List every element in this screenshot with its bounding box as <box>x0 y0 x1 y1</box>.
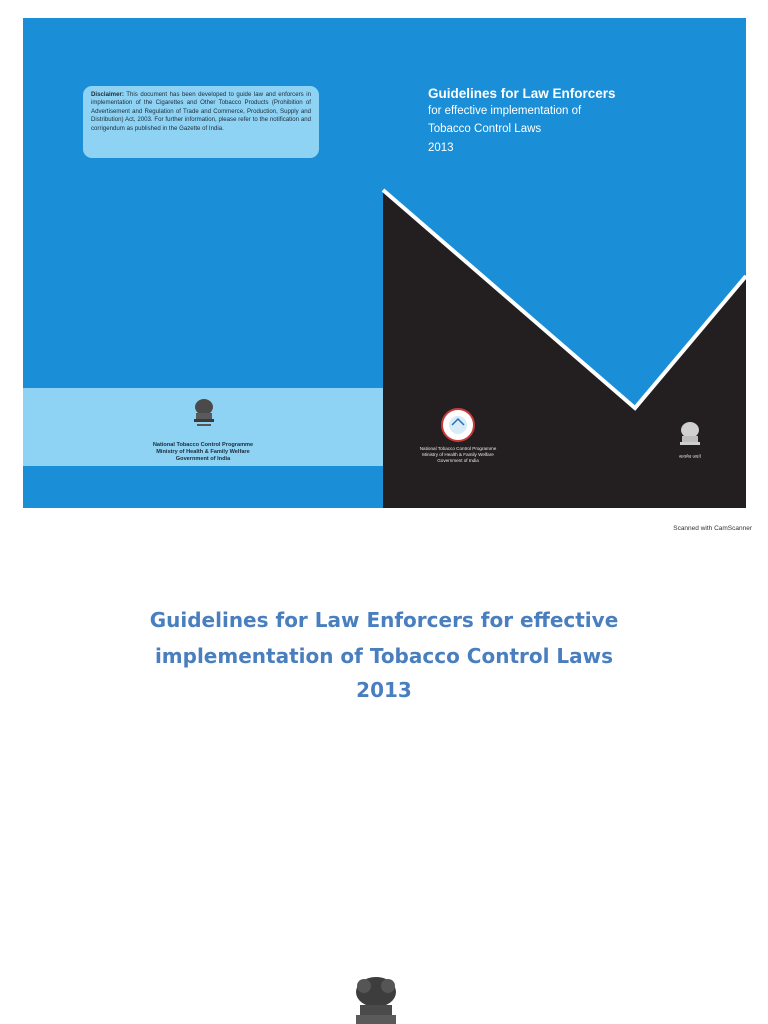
state-emblem-icon <box>191 398 217 428</box>
cover-year: 2013 <box>428 142 454 154</box>
cover-page <box>23 18 746 508</box>
logo-line3: Government of India <box>437 458 479 463</box>
bottom-state-emblem-icon <box>350 972 402 1024</box>
disclaimer-text: This document has been developed to guide law and enforcers in implementation of the Cigarettes and Other Tobacco Products (Prohibition of Advertisement and Regulation of Trade and Commerce, Production, Supply and Distribution) Act, 2003. For further information, please refer to the notification and corrigendum as published in the Gazette of India. <box>91 91 311 132</box>
scanner-note: Scanned with CamScanner <box>673 525 752 532</box>
logo-line2: Ministry of Health & Family Welfare <box>422 452 494 457</box>
emblem-caption: सत्यमेव जयते <box>679 454 701 459</box>
band-line2: Ministry of Health & Family Welfare <box>156 449 250 455</box>
ntcp-logo-icon <box>441 408 475 442</box>
page2-title-line3: 2013 <box>356 678 412 702</box>
band-line1: National Tobacco Control Programme <box>152 442 254 448</box>
cover-subtitle-line1: for effective implementation of <box>428 105 582 117</box>
band-line3: Government of India <box>175 456 231 462</box>
disclaimer-label: Disclaimer: <box>91 91 124 98</box>
cover-title: Guidelines for Law Enforcers <box>428 86 616 101</box>
page2-title-line2: implementation of Tobacco Control Laws <box>154 644 614 668</box>
logo-line1: National Tobacco Control Programme <box>419 446 497 451</box>
ministry-band <box>23 388 383 466</box>
cover-subtitle-line2: Tobacco Control Laws <box>428 123 542 135</box>
page2-title-line1: Guidelines for Law Enforcers for effective <box>149 608 619 632</box>
disclaimer-box <box>83 86 319 158</box>
state-emblem-right-icon <box>677 421 703 451</box>
